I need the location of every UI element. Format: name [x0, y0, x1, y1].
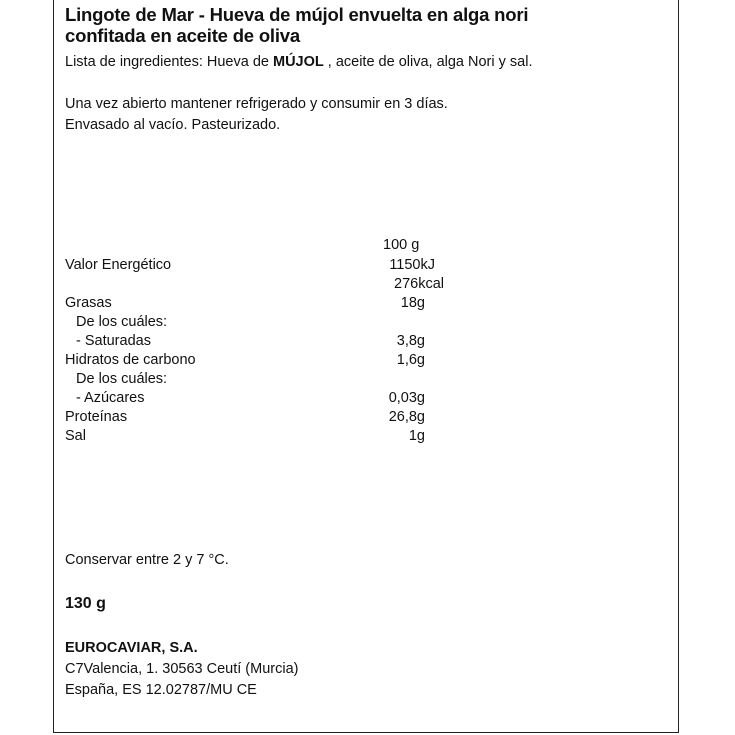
nutrition-value: 0,03g: [388, 390, 425, 406]
nutrition-value: 276kcal: [394, 276, 444, 292]
nutrition-label: - Azúcares: [76, 390, 145, 406]
company-name: EUROCAVIAR, S.A.: [65, 640, 198, 656]
nutrition-label: - Saturadas: [76, 333, 151, 349]
nutrition-label: Valor Energético: [65, 257, 172, 273]
nutrition-label: Grasas: [65, 295, 112, 311]
ingredients-allergen: MÚJOL: [272, 54, 324, 70]
conservation-note: Conservar entre 2 y 7 °C.: [65, 552, 229, 568]
nutrition-label: Proteínas: [65, 409, 128, 425]
company-address: C7Valencia, 1. 30563 Ceutí (Murcia): [65, 661, 299, 677]
registry-number: España, ES 12.02787/MU CE: [65, 682, 257, 698]
nutrition-label: De los cuáles:: [76, 371, 168, 387]
nutrition-value: 26,8g: [388, 409, 425, 425]
product-title-line1: Lingote de Mar - Hueva de mújol envuelta en alga nori: [65, 4, 529, 25]
packaging-info: Envasado al vacío. Pasteurizado.: [65, 117, 281, 133]
storage-instructions: Una vez abierto mantener refrigerado y consumir en 3 días.: [65, 96, 448, 112]
ingredients-suffix: , aceite de oliva, alga Nori y sal.: [323, 54, 533, 70]
nutrition-value: 1,6g: [396, 352, 425, 368]
product-title: [65, 4, 665, 46]
nutrition-label: Hidratos de carbono: [65, 352, 196, 368]
nutrition-header: 100 g: [383, 237, 420, 253]
nutrition-value: 3,8g: [396, 333, 425, 349]
net-weight: 130 g: [65, 595, 106, 612]
nutrition-value: 1150kJ: [389, 257, 435, 273]
nutrition-value: 1g: [408, 428, 425, 444]
ingredients-prefix: Lista de ingredientes: Hueva de: [65, 54, 273, 70]
product-title-line2: confitada en aceite de oliva: [65, 25, 300, 46]
nutrition-label: De los cuáles:: [76, 314, 168, 330]
ingredients-list: [65, 54, 532, 71]
nutrition-value: 18g: [400, 295, 425, 311]
nutrition-label: Sal: [65, 428, 86, 444]
